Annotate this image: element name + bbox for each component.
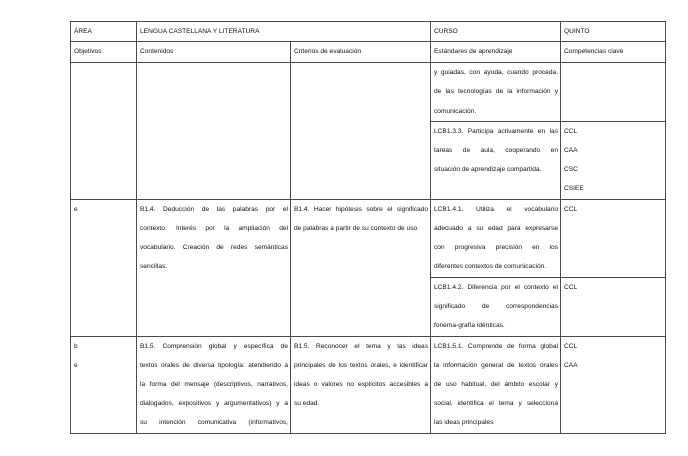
objetivos-cell: b e (71, 336, 137, 433)
contenidos-cell (137, 63, 291, 199)
course-label: CURSO (431, 22, 561, 42)
estandar-cell: y guiadas, con ayuda, cuando proceda, de las tecnologías de la información y comunicación. (431, 63, 561, 122)
column-header-row (71, 42, 666, 63)
area-value: LENGUA CASTELLANA Y LITERATURA (137, 22, 431, 42)
estandar-cell: LCB1.4.2. Diferencia por el contexto el significado de correspondencias fonema-grafía idénticas. (431, 277, 561, 336)
table-row (71, 199, 666, 277)
competencias-cell: CCL CAA CSC CSIEE (561, 121, 666, 199)
competencias-cell: CCL (561, 277, 666, 336)
competencias-cell (561, 63, 666, 122)
header-row (71, 22, 666, 42)
competencias-cell: CCL CAA (561, 336, 666, 433)
table-row (71, 336, 666, 433)
col-estandares: Estándares de aprendizaje (431, 42, 561, 63)
criterios-cell (291, 63, 431, 199)
area-label: ÁREA (71, 22, 137, 42)
col-criterios: Criterios de evaluación (291, 42, 431, 63)
table-row (71, 63, 666, 122)
curriculum-table (70, 21, 666, 434)
estandar-cell: LCB1.5.1. Comprende de forma global la información general de textos orales de uso habitual, del ámbito escolar y social, identifica el tema y selecciona las ideas principales (431, 336, 561, 433)
estandar-cell: LCB1.4.1. Utiliza el vocabulario adecuado a su edad para expresarse con progresiva precisión en los diferentes contextos de comunicación. (431, 199, 561, 277)
criterios-cell: B1.4. Hacer hipótesis sobre el significado de palabras a partir de su contexto de uso (291, 199, 431, 336)
col-contenidos: Contenidos (137, 42, 291, 63)
contenidos-cell: B1.5. Comprensión global y específica de textos orales de diversa tipología: atendiendo a la forma del mensaje (descriptivos, narrativos, dialogados, expositivos y argumentativos) y a su intención comunicativa (informativos, (137, 336, 291, 433)
objetivos-cell: e (71, 199, 137, 336)
estandar-cell: LCB1.3.3. Participa activamente en las tareas de aula, cooperando en situación de aprendizaje compartida. (431, 121, 561, 199)
criterios-cell: B1.5. Reconocer el tema y las ideas principales de los textos orales, e identificar ideas o valores no explícitos accesibles a su edad. (291, 336, 431, 433)
course-value: QUINTO (561, 22, 666, 42)
col-competencias: Competencias clave (561, 42, 666, 63)
contenidos-cell: B1.4. Deducción de las palabras por el contexto. Interés por la ampliación del vocabulario. Creación de redes semánticas sencillas. (137, 199, 291, 336)
objetivos-cell (71, 63, 137, 199)
competencias-cell: CCL (561, 199, 666, 277)
col-objetivos: Objetivos (71, 42, 137, 63)
